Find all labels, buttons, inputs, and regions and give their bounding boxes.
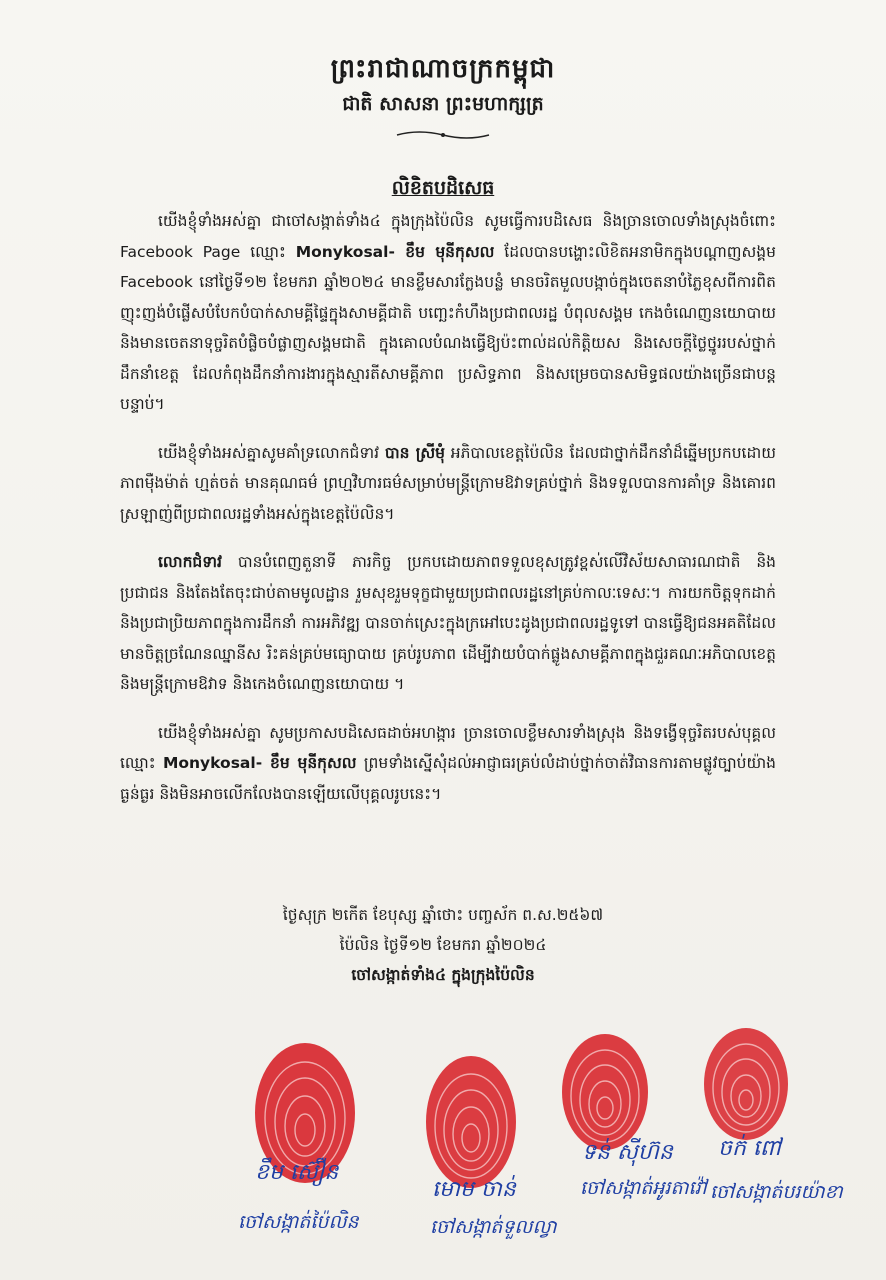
p3-text-post: បានបំពេញតួនាទី ភារកិច្ច ប្រកបដោយភាពទទួលខុសត្រូវខ្ពស់លើវិស័យសាធារណជាតិ និងប្រជាជន និងតែងតែចុះជាប់តាមមូលដ្ឋាន រួមសុខរួមទុក្ខជាមួយប្រជាពលរដ្ឋនៅគ្រប់កាលៈទេសៈ។ ការយកចិត្តទុកដាក់ និងប្រជាប្រិយភាពក្នុងការដឹកនាំ ការអភិវឌ្ឍ បានចាក់ស្រេះក្នុងក្រអៅបេះដូងប្រជាពលរដ្ឋទូទៅ បានធ្វើឱ្យជនអគតិដែលមានចិត្តច្រណែនឈ្នានីស រិះគន់គ្រប់មធ្យោបាយ គ្រប់រូបភាព ដើម្បីវាយបំបាក់ផ្លូងសាមគ្គីភាពក្នុងជួរគណៈអភិបាលខេត្ត និងមន្ត្រីក្រោមឱវាទ និងកេងចំណេញនយោបាយ ។ [120, 553, 776, 693]
p1-text-post: ដែលបានបង្ហោះលិខិតអនាមិកក្នុងបណ្តាញសង្គម Facebook នៅថ្ងៃទី១២ ខែមករា ឆ្នាំ២០២៤ មានខ្លឹមសារក្លែងបន្លំ មានចរិតមួលបង្កាច់ក្នុងចេតនាបំភ្លៃខុសពីការពិត ញុះញង់បំផ្លើសបំបែកបំបាក់សាមគ្គីផ្ទៃក្នុងសាមគ្គីជាតិ បញ្ឆេះកំហឹងប្រជាពលរដ្ឋ បំពុលសង្គម កេងចំណេញនយោបាយ និងមានចេតនាទុច្ចរិតបំផ្លិចបំផ្លាញសង្គមជាតិ ក្នុងគោលបំណងធ្វើឱ្យប៉ះពាល់ដល់កិត្តិយស និងសេចក្តីថ្លៃថ្នូររបស់ថ្នាក់ដឹកនាំខេត្ត ដែលកំពុងដឹកនាំការងារក្នុងស្មារតីសាមគ្គីភាព ប្រសិទ្ធភាព និងសម្រេចបានសមិទ្ធផលយ៉ាងច្រើនជាបន្តបន្ទាប់។ [120, 242, 776, 413]
signature-area [0, 1010, 886, 1280]
signature-1-title: ចៅសង្កាត់ប៉ៃលិន [238, 1211, 359, 1233]
signature-3-title: ចៅសង្កាត់អូរតាវ៉ៅ [580, 1177, 707, 1199]
lunar-date: ថ្ងៃសុក្រ ២កើត ខែបុស្ស ឆ្នាំថោះ បញ្ចស័ក ព.ស.២៥៦៧ [282, 906, 604, 924]
p4-text-post: ព្រមទាំងស្នើសុំដល់អាជ្ញាធរគ្រប់លំដាប់ថ្នាក់ចាត់វិធានការតាមផ្លូវច្បាប់យ៉ាងធ្ងន់ធ្ងរ និងមិនអាចលើកលែងបានឡើយលើបុគ្គលរូបនេះ។ [120, 754, 777, 803]
p2-text-pre: យើងខ្ញុំទាំងអស់គ្នាសូមគាំទ្រលោកជំទាវ [158, 443, 385, 462]
fingerprint-icon [558, 1030, 652, 1155]
kingdom-heading: ព្រះរាជាណាចក្រកម្ពុជា [330, 54, 556, 84]
fingerprint-icon [700, 1024, 792, 1144]
solar-date: ប៉ៃលិន ថ្ងៃទី១២ ខែមករា ឆ្នាំ២០២៤ [339, 936, 547, 954]
document-title: លិខិតបដិសេធ [391, 177, 495, 199]
signer-line: ចៅសង្កាត់ទាំង៤ ក្នុងក្រុងប៉ៃលិន [351, 965, 535, 984]
paragraph-4 [120, 718, 776, 810]
ornament-divider [395, 130, 491, 140]
signature-4-title: ចៅសង្កាត់បរយ៉ាខា [710, 1181, 843, 1203]
p4-text-pre: យើងខ្ញុំទាំងអស់គ្នា សូមប្រកាសបដិសេធដាច់អហង្ការ ច្រានចោលខ្លឹមសារទាំងស្រុង និងទង្វើទុច្ចរិតរបស់បុគ្គលឈ្មោះ [120, 723, 776, 772]
p1-name: Monykosal- ខឹម មុនីកុសល [295, 242, 495, 261]
paragraph-3 [120, 547, 776, 700]
document-body [120, 206, 776, 827]
p3-name: លោកជំទាវ [158, 553, 222, 571]
p2-name: បាន ស្រីមុំ [384, 443, 445, 462]
fingerprint-icon [422, 1052, 520, 1192]
signature-2-name: មោម ចាន់ [432, 1177, 516, 1202]
paragraph-1 [120, 206, 776, 420]
p2-text-post: អភិបាលខេត្តប៉ៃលិន ដែលជាថ្នាក់ដឹកនាំដ៏ឆ្នើមប្រកបដោយភាពម៉ឺងម៉ាត់ ហ្មត់ចត់ មានគុណធម៌ ព្រហ្មវិហារធម៌សម្រាប់មន្ត្រីក្រោមឱវាទគ្រប់ថ្នាក់ និងទទួលបានការគាំទ្រ និងគោរពស្រឡាញ់ពីប្រជាពលរដ្ឋទាំងអស់ក្នុងខេត្តប៉ៃលិន។ [120, 443, 776, 523]
signature-2-title: ចៅសង្កាត់ទួលល្វា [430, 1216, 557, 1238]
p4-name: Monykosal- ខឹម មុនីកុសល [162, 754, 357, 772]
national-motto: ជាតិ សាសនា ព្រះមហាក្សត្រ [342, 93, 544, 115]
signature-1-name: ខឹម ស៊ឿន [255, 1160, 339, 1185]
p1-text-pre: យើងខ្ញុំទាំងអស់គ្នា ជាចៅសង្កាត់ទាំង៤ ក្នុងក្រុងប៉ៃលិន សូមធ្វើការបដិសេធ និងច្រានចោលទាំងស្រុងចំពោះ Facebook Page ឈ្មោះ [120, 212, 776, 261]
paragraph-2 [120, 438, 776, 530]
closing-block [0, 900, 886, 990]
signature-3-name: ទន់ ស៊ីហ៊ន [582, 1140, 673, 1165]
signature-4-name: ចក់ ពៅ [718, 1136, 781, 1161]
